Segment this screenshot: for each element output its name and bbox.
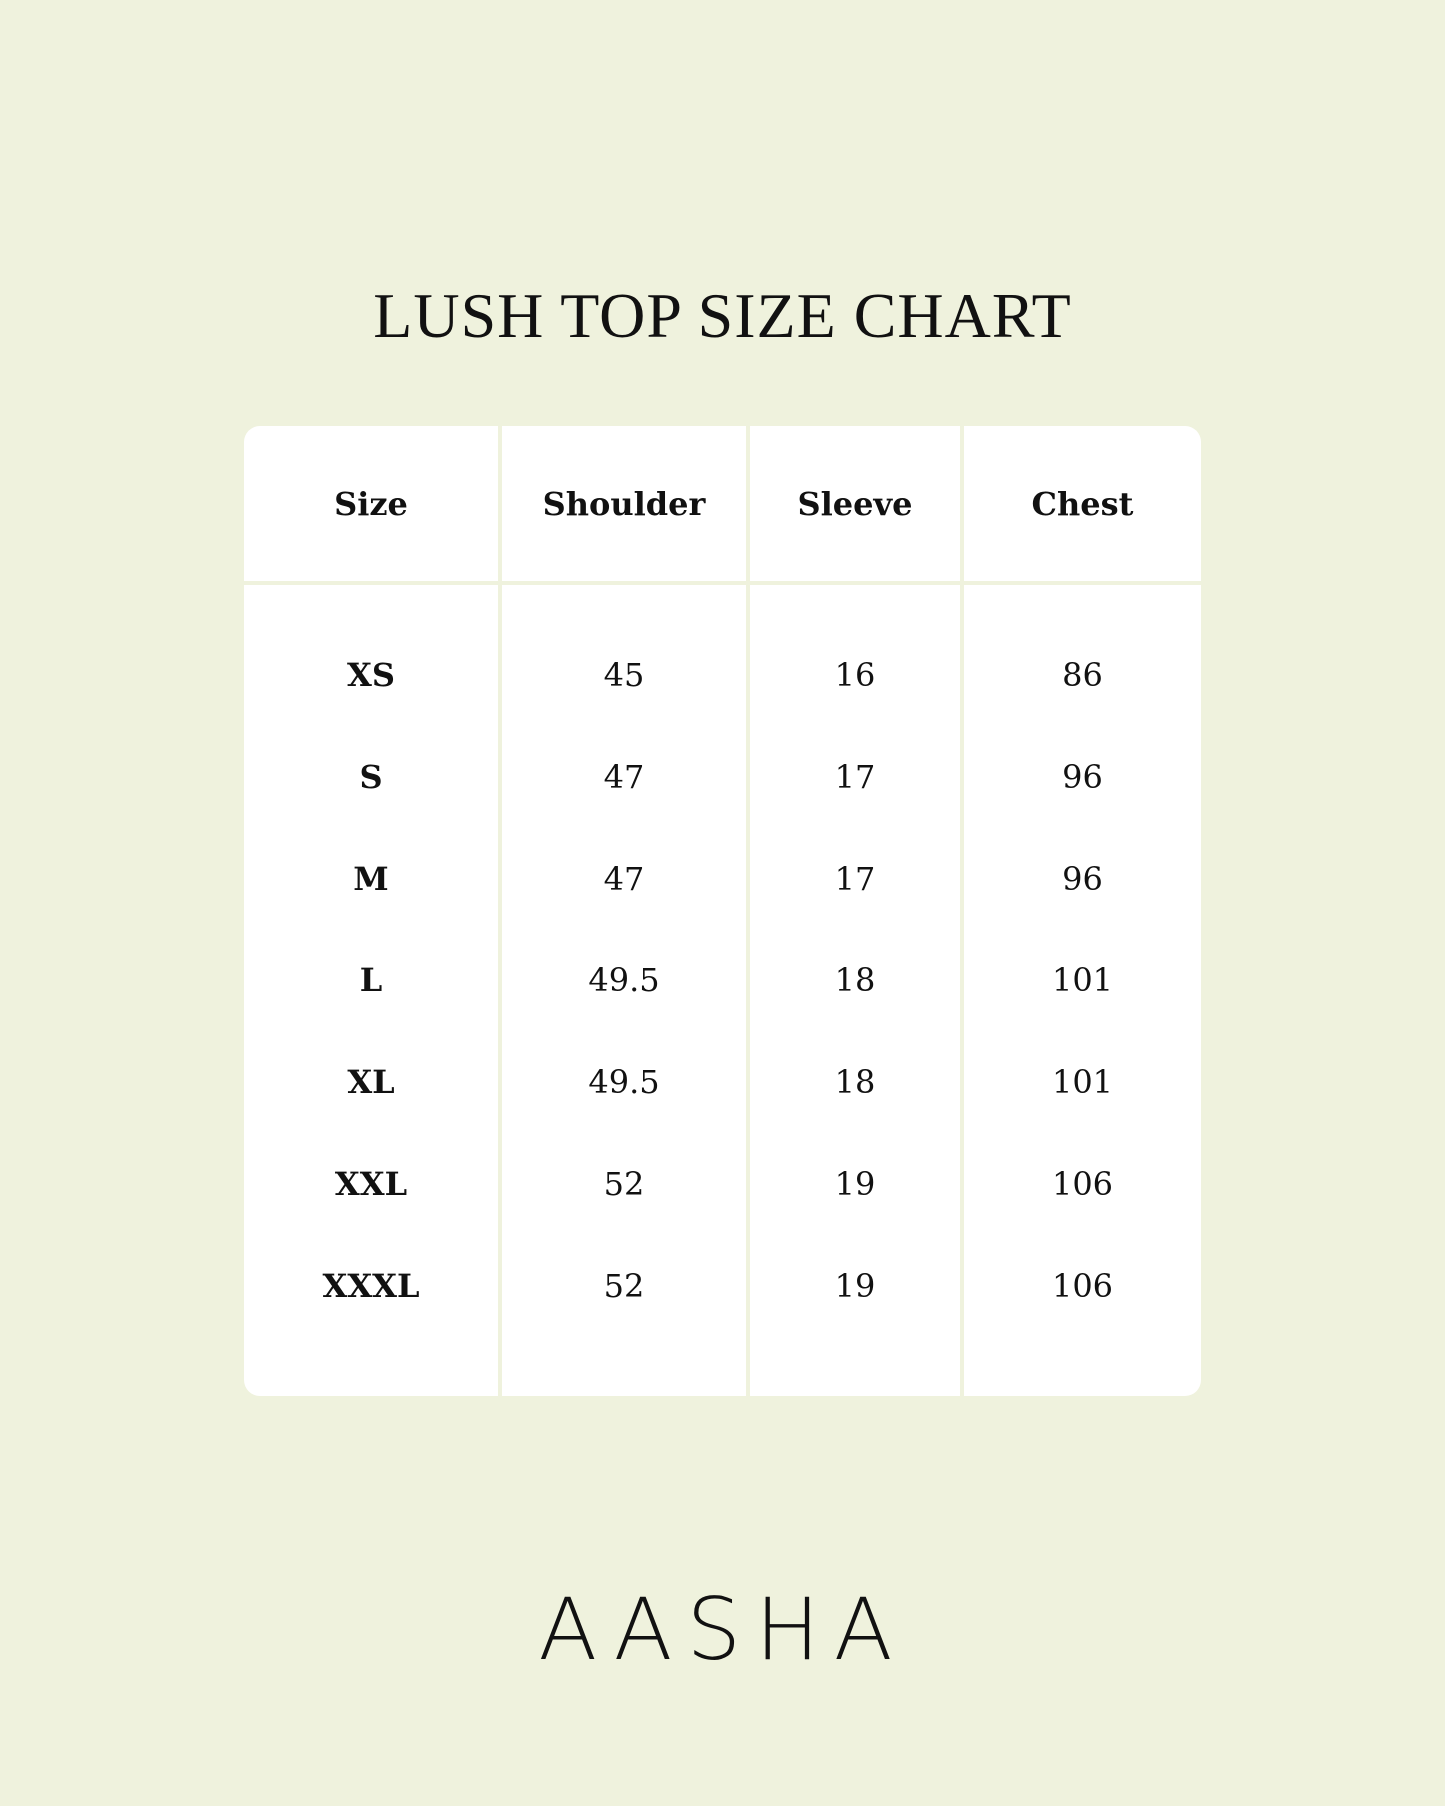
shoulder-cell: 49.5 [588, 961, 660, 999]
size-cell: XS [347, 656, 395, 694]
size-cell: L [359, 961, 383, 999]
page-title: LUSH TOP SIZE CHART [373, 280, 1072, 351]
table-header-row [244, 474, 1201, 534]
shoulder-cell: 52 [603, 1267, 645, 1305]
chest-cell: 101 [1051, 1063, 1114, 1101]
size-cell: S [359, 758, 383, 796]
table-row [244, 747, 1201, 807]
shoulder-cell: 47 [603, 860, 645, 898]
chest-cell: 96 [1062, 860, 1103, 898]
column-divider [746, 426, 750, 1396]
table-row [244, 645, 1201, 705]
size-cell: M [353, 860, 389, 898]
table-row [244, 849, 1201, 909]
shoulder-cell: 52 [603, 1165, 645, 1203]
shoulder-cell: 47 [603, 758, 645, 796]
column-divider [960, 426, 964, 1396]
size-chart-table [244, 426, 1201, 1396]
header-sleeve: Sleeve [797, 485, 913, 523]
header-chest: Chest [1031, 485, 1134, 523]
table-row [244, 950, 1201, 1010]
chest-cell: 106 [1051, 1267, 1114, 1305]
shoulder-cell: 49.5 [588, 1063, 660, 1101]
header-divider [244, 581, 1201, 585]
sleeve-cell: 19 [834, 1165, 876, 1203]
chest-cell: 96 [1062, 758, 1103, 796]
header-shoulder: Shoulder [542, 485, 706, 523]
table-row [244, 1256, 1201, 1316]
sleeve-cell: 16 [834, 656, 876, 694]
size-cell: XL [347, 1063, 395, 1101]
header-size: Size [334, 485, 408, 523]
size-cell: XXXL [322, 1267, 420, 1305]
brand-logo: AASHA [538, 1580, 907, 1680]
sleeve-cell: 18 [834, 1063, 876, 1101]
chest-cell: 86 [1062, 656, 1103, 694]
column-divider [498, 426, 502, 1396]
chest-cell: 106 [1051, 1165, 1114, 1203]
sleeve-cell: 17 [834, 758, 876, 796]
size-cell: XXL [334, 1165, 408, 1203]
sleeve-cell: 17 [834, 860, 876, 898]
sleeve-cell: 18 [834, 961, 876, 999]
table-row [244, 1052, 1201, 1112]
sleeve-cell: 19 [834, 1267, 876, 1305]
shoulder-cell: 45 [603, 656, 645, 694]
table-row [244, 1154, 1201, 1214]
chest-cell: 101 [1051, 961, 1114, 999]
